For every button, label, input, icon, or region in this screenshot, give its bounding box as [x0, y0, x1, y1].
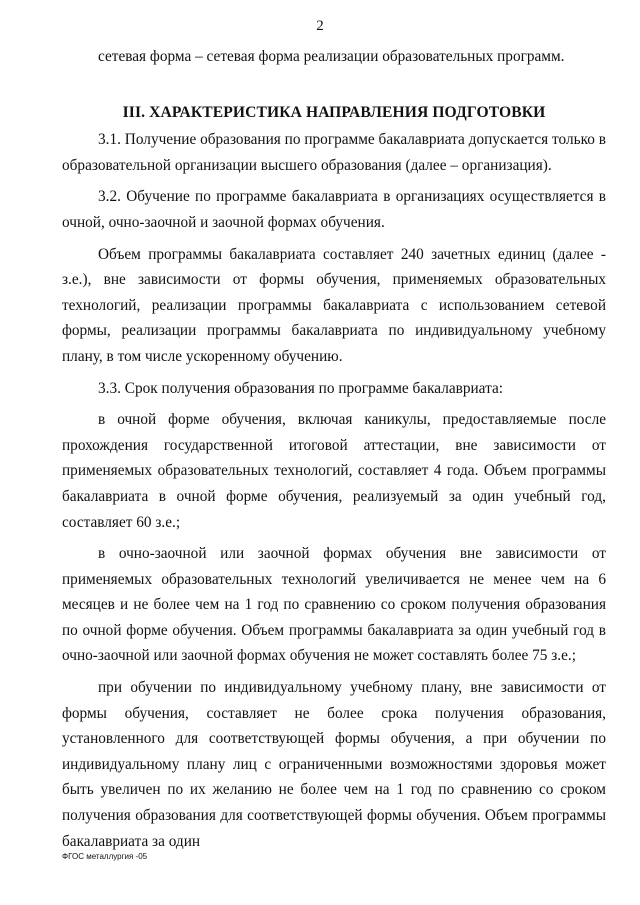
paragraph-3-1: 3.1. Получение образования по программе бакалавриата допускается только в образовательной организации высшего образования (далее – организация). — [62, 131, 606, 174]
paragraph-3-3: 3.3. Срок получения образования по программе бакалавриата: — [98, 379, 503, 397]
paragraph-part-time: в очно-заочной или заочной формах обучения вне зависимости от применяемых образовательных технологий увеличивается не менее чем на 6 месяцев и не более чем на 1 год по сравнению со сроком получения образования по очной форме обучения. Объем программы бакалавриата за один учебный год в очно-заочной или заочной формах обучения не может составлять более 75 з.е.; — [62, 545, 606, 665]
section-heading: III. ХАРАКТЕРИСТИКА НАПРАВЛЕНИЯ ПОДГОТОВКИ — [122, 103, 546, 121]
footer-label: ФГОС металлургия -05 — [62, 852, 148, 861]
paragraph-full-time: в очной форме обучения, включая каникулы, предоставляемые после прохождения государственной итоговой аттестации, вне зависимости от применяемых образовательных технологий, составляет 4 года. Объем программы бакалавриата в очной форме обучения, реализуемый за один учебный год, составляет 60 з.е.; — [62, 411, 606, 531]
paragraph-3-2: 3.2. Обучение по программе бакалавриата в организациях осуществляется в очной, очно-заочной и заочной формах обучения. — [62, 188, 606, 231]
page-number: 2 — [316, 18, 324, 34]
intro-line: сетевая форма – сетевая форма реализации образовательных программ. — [98, 48, 565, 65]
paragraph-volume: Объем программы бакалавриата составляет 240 зачетных единиц (далее - з.е.), вне зависимости от формы обучения, применяемых образовательных технологий, реализации программы бакалавриата с использованием сетевой формы, реализации программы бакалавриата по индивидуальному учебному плану, в том числе ускоренному обучению. — [62, 245, 606, 365]
document-body — [62, 44, 606, 854]
paragraph-individual-plan: при обучении по индивидуальному учебному плану, вне зависимости от формы обучения, составляет не более срока получения образования, установленного для соответствующей формы обучения, а при обучении по индивидуальному плану лиц с ограниченными возможностями здоровья может быть увеличен по их желанию не более чем на 1 год по сравнению со сроком получения образования для соответствующей формы обучения. Объем программы бакалавриата за один — [62, 679, 606, 850]
